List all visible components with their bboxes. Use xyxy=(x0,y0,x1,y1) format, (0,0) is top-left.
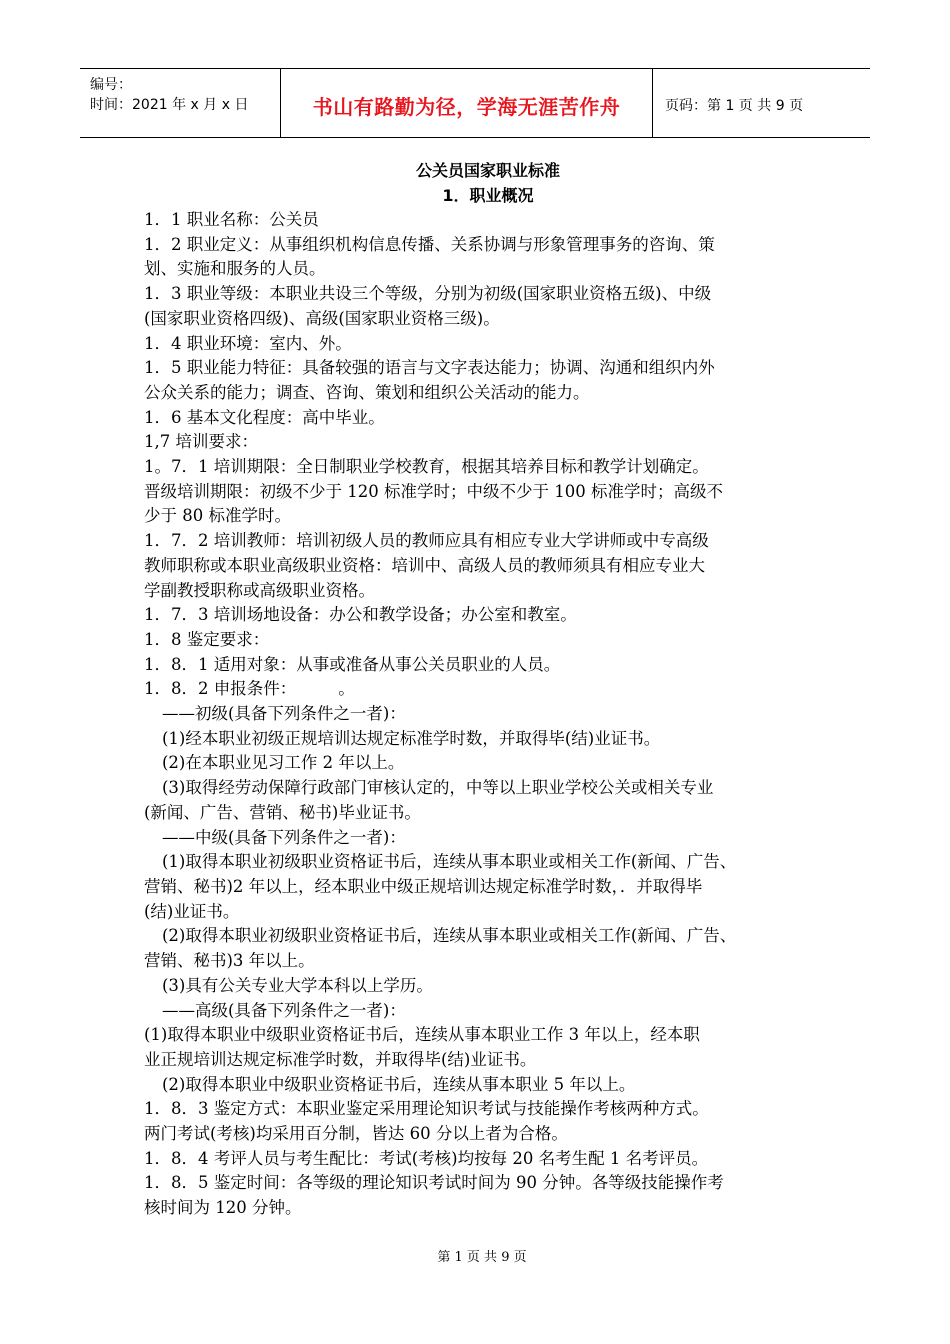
paragraph-line: 1．7．2 培训教师：培训初级人员的教师应具有相应专业大学讲师或中专高级 xyxy=(144,531,709,551)
paragraph-line: 营销、秘书)2 年以上，经本职业中级正规培训达规定标准学时数，．并取得毕 xyxy=(144,876,703,896)
paragraph-line: 1．8 鉴定要求： xyxy=(144,629,270,649)
document-body xyxy=(144,158,812,1221)
paragraph-line: 晋级培训期限：初级不少于 120 标准学时；中级不少于 100 标准学时；高级不 xyxy=(144,481,723,501)
paragraph-line: (1)取得本职业初级职业资格证书后，连续从事本职业或相关工作(新闻、广告、 xyxy=(162,852,737,872)
header-meta xyxy=(80,69,281,137)
paragraph-line: (2)取得本职业中级职业资格证书后，连续从事本职业 5 年以上。 xyxy=(162,1074,636,1094)
paragraph-line: 1．8．1 适用对象：从事或准备从事公关员职业的人员。 xyxy=(144,654,561,674)
paragraph-line: 学副教授职称或高级职业资格。 xyxy=(144,580,375,600)
paragraph-line: ——初级(具备下列条件之一者)： xyxy=(162,704,406,724)
paragraph-line: 1．8．3 鉴定方式：本职业鉴定采用理论知识考试与技能操作考核两种方式。 xyxy=(144,1099,709,1119)
paragraph-line: 1．8．2 申报条件： 。 xyxy=(144,679,355,699)
paragraph-line: ——中级(具备下列条件之一者)： xyxy=(162,827,406,847)
paragraph-line: 1．8．5 鉴定时间：各等级的理论知识考试时间为 90 分钟。各等级技能操作考 xyxy=(144,1173,724,1193)
paragraph-line: 1．3 职业等级：本职业共设三个等级，分别为初级(国家职业资格五级)、中级 xyxy=(144,284,712,304)
paragraph-line: (3)具有公关专业大学本科以上学历。 xyxy=(162,975,433,995)
header-page-info xyxy=(653,69,870,137)
paragraph-line: (1)取得本职业中级职业资格证书后，连续从事本职业工作 3 年以上，经本职 xyxy=(144,1025,700,1045)
paragraph-line: 1。7．1 培训期限：全日制职业学校教育，根据其培养目标和教学计划确定。 xyxy=(144,457,709,477)
section-title: 1．职业概况 xyxy=(442,186,534,205)
document-number-label: 编号： xyxy=(90,77,132,93)
paragraph-line: 1．1 职业名称：公关员 xyxy=(144,210,319,229)
paragraph-line: 1．2 职业定义：从事组织机构信息传播、关系协调与形象管理事务的咨询、策 xyxy=(144,234,715,254)
paragraph-line: 两门考试(考核)均采用百分制，皆达 60 分以上者为合格。 xyxy=(144,1124,568,1144)
paragraph-line: 1．6 基本文化程度：高中毕业。 xyxy=(144,407,385,427)
paragraph-line: (新闻、广告、营销、秘书)毕业证书。 xyxy=(144,802,421,822)
paragraph-line: 业正规培训达规定标准学时数，并取得毕(结)业证书。 xyxy=(144,1049,537,1069)
paragraph-line: (2)取得本职业初级职业资格证书后，连续从事本职业或相关工作(新闻、广告、 xyxy=(162,926,737,946)
paragraph-line: 1．5 职业能力特征：具备较强的语言与文字表达能力；协调、沟通和组织内外 xyxy=(144,358,715,378)
paragraph-line: 1,7 培训要求： xyxy=(144,432,258,452)
paragraph-line: (1)经本职业初级正规培训达规定标准学时数，并取得毕(结)业证书。 xyxy=(162,728,661,748)
document-time-label: 时间：2021 年 x 月 x 日 xyxy=(90,97,249,113)
paragraph-line: 1．8．4 考评人员与考生配比：考试(考核)均按每 20 名考生配 1 名考评员。 xyxy=(144,1148,709,1168)
paragraph-line: 营销、秘书)3 年以上。 xyxy=(144,951,315,971)
motto-text: 书山有路勤为径，学海无涯苦作舟 xyxy=(312,94,621,119)
paragraph-line: 核时间为 120 分钟。 xyxy=(144,1198,302,1218)
page-header xyxy=(80,68,870,138)
paragraph-list xyxy=(144,208,812,1221)
page-footer xyxy=(0,1246,950,1265)
paragraph-line: 教师职称或本职业高级职业资格：培训中、高级人员的教师须具有相应专业大 xyxy=(144,555,705,575)
paragraph-line: (3)取得经劳动保障行政部门审核认定的，中等以上职业学校公关或相关专业 xyxy=(162,778,714,798)
page-info-text: 页码：第 1 页 共 9 页 xyxy=(665,98,804,114)
paragraph-line: 公众关系的能力；调查、咨询、策划和组织公关活动的能力。 xyxy=(144,382,590,402)
paragraph-line: 1．4 职业环境：室内、外。 xyxy=(144,333,352,353)
paragraph-line: 少于 80 标准学时。 xyxy=(144,506,291,526)
paragraph-line: (2)在本职业见习工作 2 年以上。 xyxy=(162,753,405,773)
document-title: 公关员国家职业标准 xyxy=(415,161,560,180)
header-motto-cell xyxy=(281,69,653,137)
paragraph-line: 划、实施和服务的人员。 xyxy=(144,259,326,279)
paragraph-line: (国家职业资格四级)、高级(国家职业资格三级)。 xyxy=(144,308,500,328)
footer-page-number: 第 1 页 共 9 页 xyxy=(437,1250,527,1265)
paragraph-line: (结)业证书。 xyxy=(144,901,240,921)
paragraph-line: 1．7．3 培训场地设备：办公和教学设备；办公室和教室。 xyxy=(144,605,577,625)
paragraph-line: ——高级(具备下列条件之一者)： xyxy=(162,1000,406,1020)
